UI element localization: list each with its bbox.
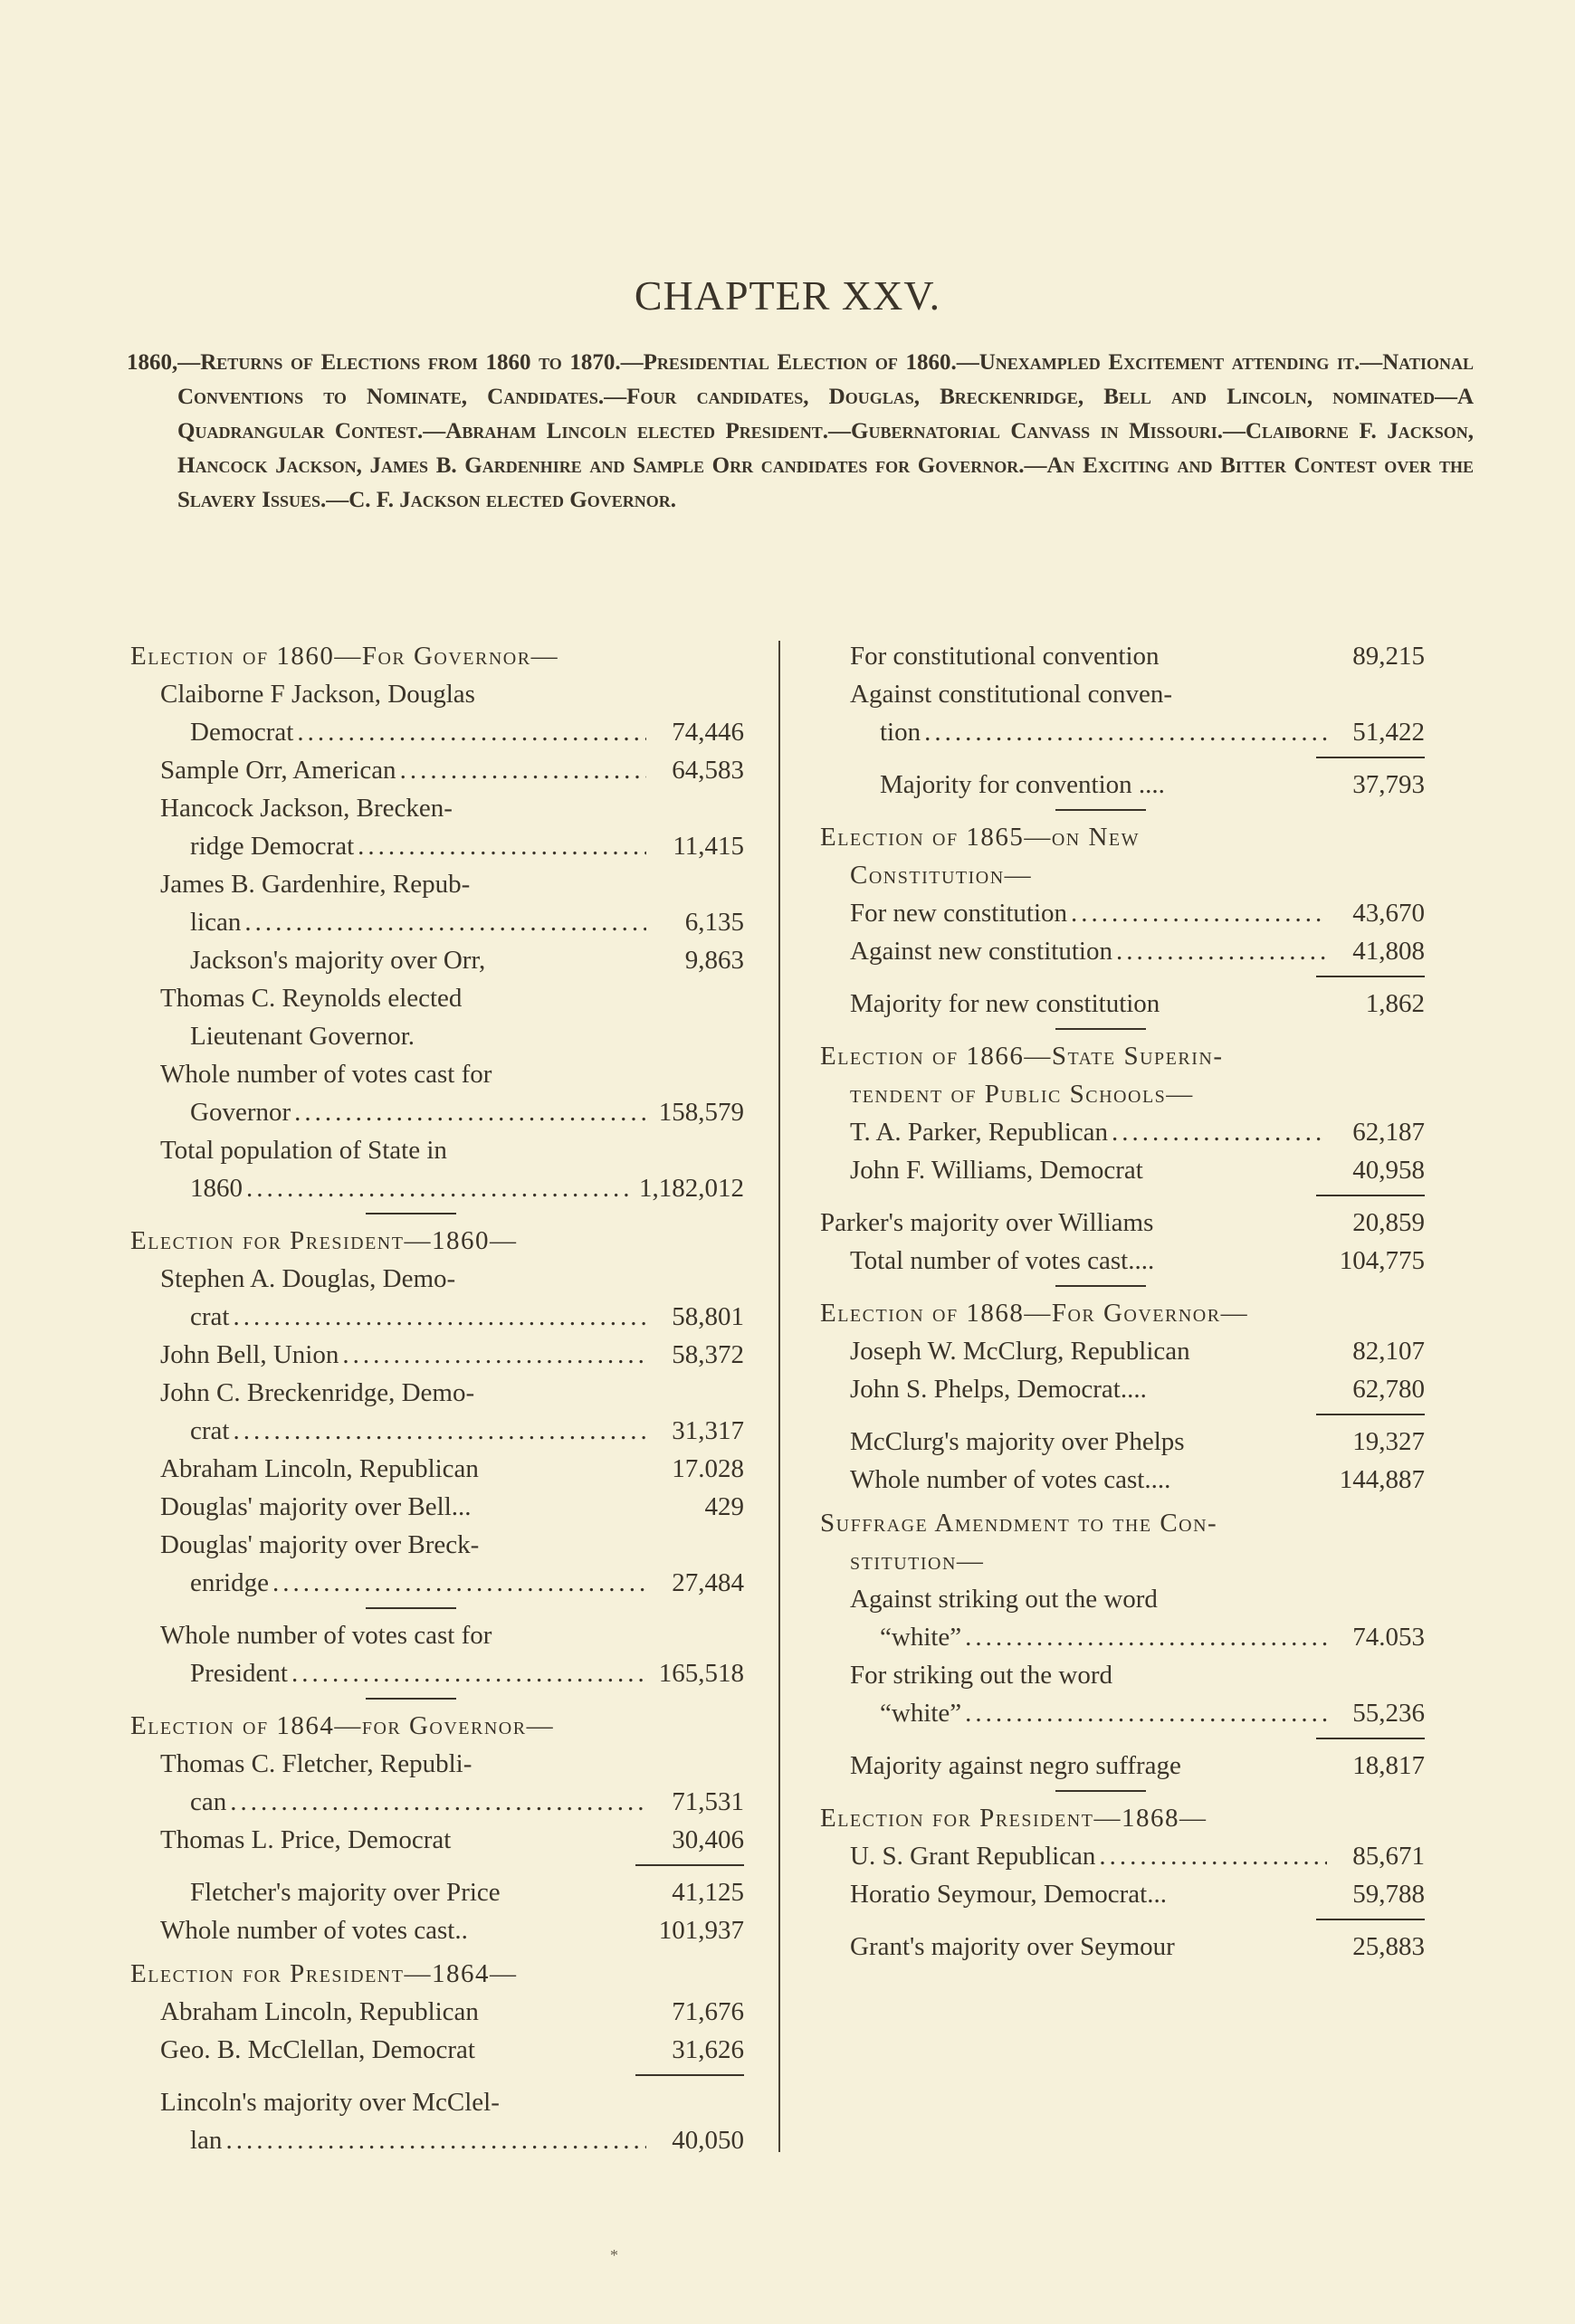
row-value: 9,863 bbox=[684, 946, 744, 975]
row-value: 1,182,012 bbox=[639, 1174, 744, 1203]
row-value: 62,780 bbox=[1352, 1375, 1425, 1404]
table-row bbox=[820, 1618, 1425, 1656]
section-heading: Election of 1860—For Governor— bbox=[130, 642, 559, 671]
dot-leader bbox=[233, 1298, 646, 1336]
row-label: crat bbox=[190, 1416, 230, 1445]
row-value: 41,125 bbox=[672, 1878, 744, 1907]
table-row bbox=[820, 1461, 1425, 1499]
right-column bbox=[820, 637, 1425, 1966]
row-label: Whole number of votes cast for bbox=[160, 1060, 492, 1089]
table-row bbox=[130, 1745, 744, 1783]
row-value: 30,406 bbox=[672, 1825, 744, 1854]
row-label: Majority against negro suffrage bbox=[850, 1751, 1181, 1780]
table-row bbox=[130, 713, 744, 751]
column-divider bbox=[778, 641, 780, 2152]
chapter-title: CHAPTER XXV. bbox=[634, 272, 941, 319]
table-row bbox=[130, 865, 744, 903]
row-value: 71,531 bbox=[672, 1787, 744, 1816]
row-label: lican bbox=[190, 908, 242, 937]
row-label: Hancock Jackson, Brecken- bbox=[160, 794, 453, 823]
row-label: “white” bbox=[880, 1699, 962, 1728]
row-value: 19,327 bbox=[1352, 1427, 1425, 1456]
row-label: lan bbox=[190, 2126, 223, 2155]
row-label: U. S. Grant Republican bbox=[850, 1842, 1096, 1871]
row-label: McClurg's majority over Phelps bbox=[850, 1427, 1185, 1456]
row-label: Majority for new constitution bbox=[850, 989, 1160, 1018]
table-row bbox=[130, 1616, 744, 1654]
rule-line bbox=[366, 1213, 456, 1214]
row-label: tion bbox=[880, 718, 921, 747]
row-value: 165,518 bbox=[658, 1659, 744, 1688]
dot-leader bbox=[400, 751, 646, 789]
row-label: Majority for convention .... bbox=[880, 770, 1165, 799]
table-row bbox=[130, 1055, 744, 1093]
table-row bbox=[130, 1821, 744, 1859]
table-row bbox=[130, 1993, 744, 2031]
rule-line bbox=[1055, 1028, 1146, 1030]
row-label: President bbox=[190, 1659, 288, 1688]
row-label: Whole number of votes cast.... bbox=[850, 1465, 1171, 1494]
table-row bbox=[130, 675, 744, 713]
row-label: Stephen A. Douglas, Demo- bbox=[160, 1264, 456, 1293]
table-row bbox=[820, 637, 1425, 675]
section-heading: Suffrage Amendment to the Con- bbox=[820, 1509, 1218, 1538]
dot-leader bbox=[358, 827, 646, 865]
dot-leader bbox=[1112, 1113, 1327, 1151]
row-value: 31,626 bbox=[672, 2035, 744, 2064]
section-heading: Election for President—1868— bbox=[820, 1804, 1208, 1833]
row-label: Douglas' majority over Breck- bbox=[160, 1530, 480, 1559]
table-row bbox=[130, 1336, 744, 1374]
table-row bbox=[130, 1873, 744, 1911]
row-label: Governor bbox=[190, 1098, 291, 1127]
table-row bbox=[130, 2121, 744, 2159]
rule-line bbox=[1316, 1195, 1425, 1196]
table-row bbox=[130, 1911, 744, 1949]
dot-leader bbox=[244, 903, 646, 941]
table-row bbox=[820, 1580, 1425, 1618]
section-heading: stitution— bbox=[850, 1547, 985, 1576]
row-value: 25,883 bbox=[1352, 1932, 1425, 1961]
row-label: can bbox=[190, 1787, 227, 1816]
dot-leader bbox=[1099, 1837, 1327, 1875]
left-column bbox=[130, 637, 744, 2159]
dot-leader bbox=[924, 713, 1327, 751]
row-value: 37,793 bbox=[1352, 770, 1425, 799]
row-value: 55,236 bbox=[1352, 1699, 1425, 1728]
row-label: For striking out the word bbox=[850, 1661, 1112, 1690]
table-row bbox=[130, 827, 744, 865]
dot-leader bbox=[246, 1169, 632, 1207]
row-label: John Bell, Union bbox=[160, 1340, 339, 1369]
row-value: 40,958 bbox=[1352, 1156, 1425, 1185]
row-label: John C. Breckenridge, Demo- bbox=[160, 1378, 475, 1407]
section-heading: Election of 1865—on New bbox=[820, 823, 1140, 852]
rule-line bbox=[1316, 1919, 1425, 1920]
rule-line bbox=[1316, 1414, 1425, 1415]
dot-leader bbox=[965, 1618, 1327, 1656]
table-row bbox=[820, 1875, 1425, 1913]
row-label: Sample Orr, American bbox=[160, 756, 396, 785]
table-row bbox=[820, 1423, 1425, 1461]
row-label: Grant's majority over Seymour bbox=[850, 1932, 1175, 1961]
table-row bbox=[820, 1151, 1425, 1189]
row-label: “white” bbox=[880, 1623, 962, 1652]
table-row bbox=[130, 789, 744, 827]
row-value: 64,583 bbox=[672, 756, 744, 785]
table-row bbox=[820, 766, 1425, 804]
row-label: Douglas' majority over Bell... bbox=[160, 1492, 472, 1521]
row-label: T. A. Parker, Republican bbox=[850, 1118, 1109, 1147]
table-row bbox=[820, 1204, 1425, 1242]
row-value: 158,579 bbox=[658, 1098, 744, 1127]
row-label: Thomas C. Fletcher, Republi- bbox=[160, 1749, 472, 1778]
table-row bbox=[130, 1526, 744, 1564]
table-row bbox=[130, 1017, 744, 1055]
dot-leader bbox=[1116, 932, 1327, 970]
table-row bbox=[130, 1131, 744, 1169]
row-label: James B. Gardenhire, Repub- bbox=[160, 870, 471, 899]
row-label: Claiborne F Jackson, Douglas bbox=[160, 680, 475, 709]
row-value: 104,775 bbox=[1339, 1246, 1425, 1275]
row-value: 71,676 bbox=[672, 1997, 744, 2026]
row-label: ridge Democrat bbox=[190, 832, 355, 861]
dot-leader bbox=[294, 1093, 646, 1131]
dot-leader bbox=[291, 1654, 646, 1692]
dot-leader bbox=[342, 1336, 646, 1374]
row-value: 429 bbox=[704, 1492, 744, 1521]
section-heading: Election of 1868—For Governor— bbox=[820, 1299, 1249, 1328]
row-label: Geo. B. McClellan, Democrat bbox=[160, 2035, 475, 2064]
table-row bbox=[820, 1242, 1425, 1280]
table-row bbox=[130, 1169, 744, 1207]
row-label: John S. Phelps, Democrat.... bbox=[850, 1375, 1147, 1404]
table-row bbox=[820, 1928, 1425, 1966]
row-value: 74.053 bbox=[1352, 1623, 1425, 1652]
rule-line bbox=[1316, 1738, 1425, 1739]
table-row bbox=[130, 903, 744, 941]
row-value: 58,801 bbox=[672, 1302, 744, 1331]
table-row bbox=[820, 1747, 1425, 1785]
table-row bbox=[820, 1694, 1425, 1732]
section-heading: Election for President—1860— bbox=[130, 1226, 518, 1255]
dot-leader bbox=[297, 713, 646, 751]
row-value: 89,215 bbox=[1352, 642, 1425, 671]
row-label: enridge bbox=[190, 1568, 269, 1597]
row-value: 1,862 bbox=[1365, 989, 1425, 1018]
row-value: 27,484 bbox=[672, 1568, 744, 1597]
row-value: 74,446 bbox=[672, 718, 744, 747]
row-value: 43,670 bbox=[1352, 899, 1425, 928]
row-value: 101,937 bbox=[658, 1916, 744, 1945]
rule-line bbox=[366, 1607, 456, 1609]
table-row bbox=[130, 1783, 744, 1821]
rule-line bbox=[1055, 1285, 1146, 1287]
table-row bbox=[130, 1488, 744, 1526]
table-row bbox=[820, 1370, 1425, 1408]
row-label: For new constitution bbox=[850, 899, 1068, 928]
row-label: Total number of votes cast.... bbox=[850, 1246, 1155, 1275]
table-row bbox=[820, 1656, 1425, 1694]
table-row bbox=[130, 751, 744, 789]
rule-line bbox=[635, 1864, 744, 1866]
footer-mark: * bbox=[610, 2246, 618, 2264]
chapter-synopsis: 1860,—Returns of Elections from 1860 to 1870.—Presidential Election of 1860.—Unexampled Excitement attending it.—National Conventions to Nominate, Candidates.—Four candidates, Douglas, Breckenridge, Bell and Lincoln, nominated—A Quadrangular Contest.—Abraham Lincoln elected President.—Gubernatorial Canvass in Missouri.—Claiborne F. Jackson, Hancock Jackson, James B. Gardenhire and Sample Orr candidates for Governor.—An Exciting and Bitter Contest over the Slavery Issues.—C. F. Jackson elected Governor. bbox=[127, 350, 1474, 512]
row-label: Whole number of votes cast for bbox=[160, 1621, 492, 1650]
table-row bbox=[130, 1374, 744, 1412]
table-row bbox=[130, 1093, 744, 1131]
row-label: Thomas C. Reynolds elected bbox=[160, 984, 463, 1013]
row-label: Whole number of votes cast.. bbox=[160, 1916, 468, 1945]
table-row bbox=[820, 1113, 1425, 1151]
row-label: Parker's majority over Williams bbox=[820, 1208, 1154, 1237]
dot-leader bbox=[230, 1783, 646, 1821]
section-heading: Election of 1866—State Superin- bbox=[820, 1042, 1224, 1071]
row-label: Thomas L. Price, Democrat bbox=[160, 1825, 452, 1854]
table-row bbox=[130, 2031, 744, 2069]
table-row bbox=[820, 1332, 1425, 1370]
table-row bbox=[130, 1260, 744, 1298]
row-value: 11,415 bbox=[673, 832, 744, 861]
table-row bbox=[130, 979, 744, 1017]
row-label: Total population of State in bbox=[160, 1136, 447, 1165]
rule-line bbox=[1055, 809, 1146, 811]
row-value: 59,788 bbox=[1352, 1880, 1425, 1909]
row-value: 85,671 bbox=[1352, 1842, 1425, 1871]
table-row bbox=[820, 1837, 1425, 1875]
table-row bbox=[820, 932, 1425, 970]
rule-line bbox=[635, 2074, 744, 2076]
row-value: 144,887 bbox=[1339, 1465, 1425, 1494]
table-row bbox=[130, 1564, 744, 1602]
section-heading: Election of 1864—for Governor— bbox=[130, 1711, 555, 1740]
dot-leader bbox=[965, 1694, 1327, 1732]
table-row bbox=[130, 1654, 744, 1692]
table-row bbox=[820, 713, 1425, 751]
row-value: 18,817 bbox=[1352, 1751, 1425, 1780]
table-row bbox=[820, 894, 1425, 932]
row-label: 1860 bbox=[190, 1174, 243, 1203]
row-label: Against new constitution bbox=[850, 937, 1112, 966]
row-label: John F. Williams, Democrat bbox=[850, 1156, 1143, 1185]
row-label: Abraham Lincoln, Republican bbox=[160, 1454, 479, 1483]
row-value: 62,187 bbox=[1352, 1118, 1425, 1147]
row-value: 6,135 bbox=[684, 908, 744, 937]
row-value: 20,859 bbox=[1352, 1208, 1425, 1237]
row-label: Jackson's majority over Orr, bbox=[190, 946, 486, 975]
section-heading: tendent of Public Schools— bbox=[850, 1080, 1194, 1109]
row-label: Lincoln's majority over McClel- bbox=[160, 2088, 500, 2117]
rule-line bbox=[366, 1698, 456, 1700]
dot-leader bbox=[233, 1412, 646, 1450]
table-row bbox=[820, 985, 1425, 1023]
row-value: 17.028 bbox=[672, 1454, 744, 1483]
row-value: 82,107 bbox=[1352, 1337, 1425, 1366]
row-label: Against striking out the word bbox=[850, 1585, 1158, 1614]
row-label: Fletcher's majority over Price bbox=[190, 1878, 501, 1907]
row-label: crat bbox=[190, 1302, 230, 1331]
row-value: 51,422 bbox=[1352, 718, 1425, 747]
row-label: Against constitutional conven- bbox=[850, 680, 1172, 709]
row-label: Lieutenant Governor. bbox=[190, 1022, 415, 1051]
table-row bbox=[130, 2083, 744, 2121]
row-label: Abraham Lincoln, Republican bbox=[160, 1997, 479, 2026]
row-value: 40,050 bbox=[672, 2126, 744, 2155]
row-label: For constitutional convention bbox=[850, 642, 1160, 671]
row-label: Joseph W. McClurg, Republican bbox=[850, 1337, 1190, 1366]
dot-leader bbox=[272, 1564, 646, 1602]
rule-line bbox=[1316, 976, 1425, 977]
table-row bbox=[130, 1450, 744, 1488]
row-label: Democrat bbox=[190, 718, 294, 747]
dot-leader bbox=[1071, 894, 1327, 932]
row-value: 58,372 bbox=[672, 1340, 744, 1369]
row-value: 41,808 bbox=[1352, 937, 1425, 966]
table-row bbox=[130, 1298, 744, 1336]
section-heading: Election for President—1864— bbox=[130, 1959, 518, 1988]
row-label: Horatio Seymour, Democrat... bbox=[850, 1880, 1167, 1909]
table-row bbox=[130, 941, 744, 979]
rule-line bbox=[1055, 1790, 1146, 1792]
rule-line bbox=[1316, 757, 1425, 758]
row-value: 31,317 bbox=[672, 1416, 744, 1445]
table-row bbox=[820, 675, 1425, 713]
table-row bbox=[130, 1412, 744, 1450]
section-heading: Constitution— bbox=[850, 861, 1033, 890]
dot-leader bbox=[225, 2121, 646, 2159]
